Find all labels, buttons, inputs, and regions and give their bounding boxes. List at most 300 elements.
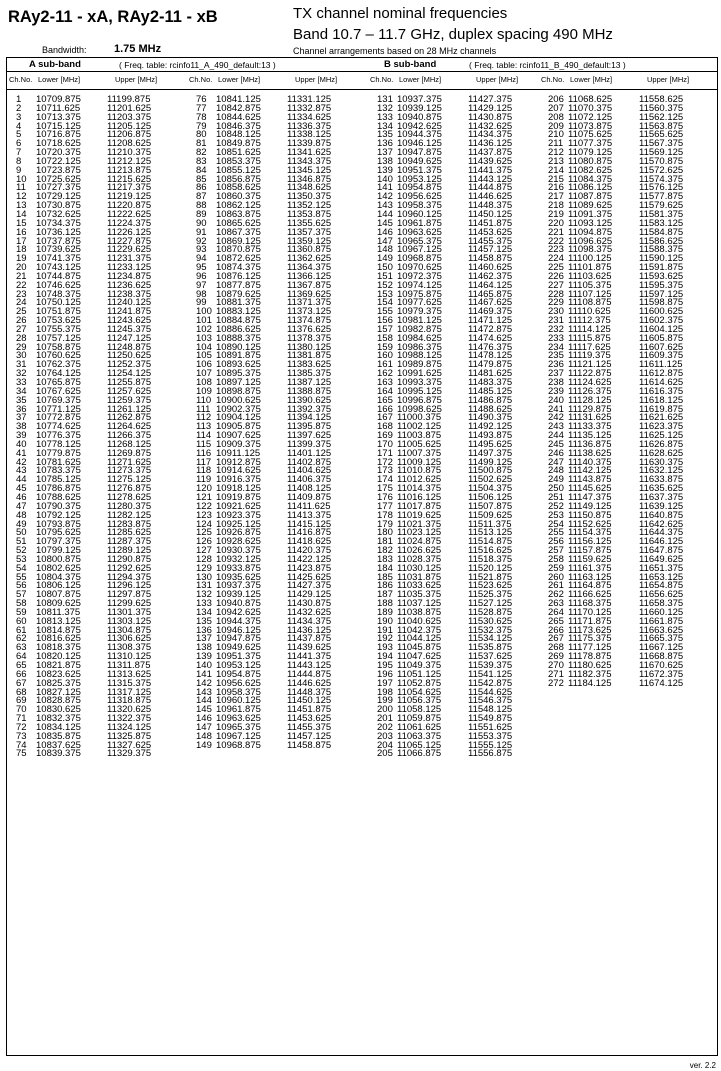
lower-frequency: 10863.875	[216, 208, 261, 220]
upper-frequency: 11240.125	[107, 297, 152, 309]
channel-number: 133	[377, 111, 393, 123]
lower-frequency: 10921.625	[216, 500, 261, 512]
channel-number: 105	[196, 350, 212, 362]
upper-frequency: 11294.375	[107, 571, 152, 583]
channel-number: 271	[548, 668, 564, 680]
upper-frequency: 11492.125	[468, 421, 513, 433]
channel-number: 102	[196, 323, 212, 335]
upper-frequency: 11352.125	[287, 200, 332, 212]
upper-frequency: 11485.125	[468, 385, 513, 397]
upper-frequency: 11670.625	[639, 660, 684, 671]
upper-frequency: 11591.875	[639, 262, 684, 274]
lower-frequency: 11016.125	[397, 491, 442, 503]
upper-frequency: 11450.125	[468, 208, 513, 220]
upper-frequency: 11322.375	[107, 713, 152, 725]
upper-frequency: 11303.125	[107, 615, 152, 627]
upper-frequency: 11353.875	[287, 208, 332, 220]
lower-frequency: 10904.125	[216, 412, 261, 424]
lower-frequency: 10877.875	[216, 279, 261, 291]
channel-number: 219	[548, 208, 564, 220]
lower-frequency: 10986.375	[397, 341, 442, 353]
upper-frequency: 11247.125	[107, 332, 152, 344]
upper-frequency: 11348.625	[287, 182, 332, 194]
lower-frequency: 10960.125	[397, 208, 442, 220]
channel-number: 254	[548, 518, 564, 530]
upper-frequency: 11394.125	[287, 412, 332, 424]
channel-number: 9	[16, 164, 22, 176]
column-header-lower: Lower [MHz]	[570, 75, 613, 84]
upper-frequency: 11374.875	[287, 315, 332, 327]
lower-frequency: 11080.875	[568, 155, 613, 167]
channel-number: 23	[16, 288, 27, 300]
upper-frequency: 11430.875	[468, 111, 513, 123]
channel-number: 222	[548, 235, 564, 247]
lower-frequency: 10946.125	[216, 624, 261, 636]
lower-frequency: 11047.625	[397, 651, 442, 663]
upper-frequency: 11252.375	[107, 359, 152, 371]
channel-number: 195	[377, 660, 393, 671]
channel-number: 231	[548, 315, 564, 327]
channel-number: 106	[196, 359, 212, 371]
lower-frequency: 10972.375	[397, 270, 442, 282]
lower-frequency: 11049.375	[397, 660, 442, 671]
lower-frequency: 11100.125	[568, 253, 612, 265]
upper-frequency: 11278.625	[107, 491, 152, 503]
channel-number: 82	[196, 147, 207, 159]
lower-frequency: 10912.875	[216, 456, 261, 468]
channel-number: 48	[16, 509, 27, 521]
channel-number: 88	[196, 200, 207, 212]
channel-number: 35	[16, 394, 27, 406]
upper-frequency: 11471.125	[468, 315, 513, 327]
upper-frequency: 11446.625	[287, 677, 332, 689]
lower-frequency: 11117.625	[568, 341, 611, 353]
channel-number: 207	[548, 102, 564, 114]
upper-frequency: 11325.875	[107, 730, 152, 742]
lower-frequency: 10839.375	[36, 748, 81, 760]
channel-number: 39	[16, 430, 27, 442]
upper-frequency: 11254.125	[107, 368, 152, 380]
upper-frequency: 11646.125	[639, 536, 684, 548]
subband-a-freq-table: ( Freq. table: rcinfo11_A_490_default:13 )	[119, 60, 276, 70]
lower-frequency: 10869.125	[216, 235, 261, 247]
upper-frequency: 11243.625	[107, 315, 152, 327]
upper-frequency: 11604.125	[639, 323, 684, 335]
channel-number: 91	[196, 226, 207, 238]
lower-frequency: 11070.375	[568, 102, 613, 114]
channel-number: 132	[196, 589, 212, 601]
upper-frequency: 11320.625	[107, 704, 152, 716]
lower-frequency: 11021.375	[397, 518, 442, 530]
channel-number: 76	[196, 94, 207, 105]
channel-number: 138	[196, 642, 212, 654]
upper-frequency: 11315.375	[107, 677, 152, 689]
channel-number: 25	[16, 306, 27, 318]
channel-number: 45	[16, 483, 27, 495]
lower-frequency: 10757.125	[36, 332, 81, 344]
upper-frequency: 11465.875	[468, 288, 513, 300]
channel-number: 27	[16, 323, 27, 335]
lower-frequency: 10811.375	[36, 606, 81, 618]
lower-frequency: 10937.375	[397, 94, 442, 105]
channel-number: 221	[548, 226, 564, 238]
upper-frequency: 11630.375	[639, 456, 684, 468]
lower-frequency: 10736.125	[36, 226, 81, 238]
lower-frequency: 10716.875	[36, 129, 81, 141]
channel-number: 217	[548, 191, 564, 203]
channel-number: 14	[16, 208, 27, 220]
lower-frequency: 11126.375	[568, 385, 612, 397]
channel-number: 115	[196, 438, 212, 450]
channel-number: 52	[16, 545, 27, 557]
lower-frequency: 10898.875	[216, 385, 261, 397]
lower-frequency: 11128.125	[568, 394, 612, 406]
channel-number: 244	[548, 430, 564, 442]
upper-frequency: 11651.375	[639, 562, 684, 574]
upper-frequency: 11590.125	[639, 253, 684, 265]
upper-frequency: 11516.625	[468, 545, 513, 557]
lower-frequency: 10860.375	[216, 191, 261, 203]
upper-frequency: 11504.375	[468, 483, 513, 495]
upper-frequency: 11455.375	[468, 235, 513, 247]
channel-number: 55	[16, 571, 27, 583]
upper-frequency: 11306.625	[107, 633, 152, 645]
upper-frequency: 11576.125	[639, 182, 684, 194]
channel-number: 26	[16, 315, 27, 327]
upper-frequency: 11507.875	[468, 500, 513, 512]
lower-frequency: 10956.625	[397, 191, 442, 203]
channel-number: 213	[548, 155, 564, 167]
lower-frequency: 10848.125	[216, 129, 261, 141]
channel-number: 172	[377, 456, 393, 468]
lower-frequency: 10855.125	[216, 164, 261, 176]
channel-number: 121	[196, 491, 212, 503]
upper-frequency: 11201.625	[107, 102, 152, 114]
channel-number: 256	[548, 536, 564, 548]
channel-number: 148	[377, 244, 393, 256]
lower-frequency: 10851.625	[216, 147, 261, 159]
upper-frequency: 11399.375	[287, 438, 332, 450]
channel-number: 199	[377, 695, 393, 707]
channel-number: 209	[548, 120, 564, 132]
lower-frequency: 11075.625	[568, 129, 613, 141]
upper-frequency: 11551.625	[468, 721, 513, 733]
upper-frequency: 11546.375	[468, 695, 513, 707]
upper-frequency: 11287.375	[107, 536, 152, 548]
lower-frequency: 10723.875	[36, 164, 81, 176]
column-header-no: Ch.No.	[370, 75, 394, 84]
channel-number: 159	[377, 341, 393, 353]
upper-frequency: 11409.875	[287, 491, 332, 503]
lower-frequency: 11142.125	[568, 465, 612, 477]
upper-frequency: 11479.875	[468, 359, 513, 371]
lower-frequency: 10949.625	[216, 642, 261, 654]
upper-frequency: 11415.125	[287, 518, 332, 530]
upper-frequency: 11453.625	[468, 226, 513, 238]
upper-frequency: 11563.875	[639, 120, 684, 132]
channel-number: 152	[377, 279, 393, 291]
channel-number: 113	[196, 421, 212, 433]
channel-number: 238	[548, 377, 564, 388]
lower-frequency: 11072.125	[568, 111, 613, 123]
upper-frequency: 11588.375	[639, 244, 684, 256]
upper-frequency: 11668.875	[639, 651, 684, 663]
channel-number: 229	[548, 297, 564, 309]
upper-frequency: 11462.375	[468, 270, 513, 282]
channel-number: 21	[16, 270, 27, 282]
channel-column	[370, 96, 532, 759]
lower-frequency: 10968.875	[397, 253, 442, 265]
column-header-upper: Upper [MHz]	[647, 75, 690, 84]
upper-frequency: 11598.875	[639, 297, 684, 309]
channel-number: 114	[196, 430, 212, 442]
lower-frequency: 11077.375	[568, 138, 613, 150]
upper-frequency: 11355.625	[287, 217, 332, 229]
lower-frequency: 10870.875	[216, 244, 261, 256]
lower-frequency: 11040.625	[397, 615, 442, 627]
channel-number: 182	[377, 545, 393, 557]
lower-frequency: 11108.875	[568, 297, 612, 309]
lower-frequency: 11007.375	[397, 447, 442, 459]
upper-frequency: 11443.125	[287, 660, 332, 671]
lower-frequency: 10841.125	[216, 94, 261, 105]
channel-number: 117	[196, 456, 212, 468]
upper-frequency: 11313.625	[107, 668, 152, 680]
channel-number: 141	[377, 182, 393, 194]
upper-frequency: 11364.375	[287, 262, 332, 274]
lower-frequency: 10764.125	[36, 368, 81, 380]
channel-number: 246	[548, 447, 564, 459]
upper-frequency: 11229.625	[107, 244, 152, 256]
lower-frequency: 11037.125	[397, 598, 442, 610]
lower-frequency: 10786.875	[36, 483, 81, 495]
lower-frequency: 11068.625	[568, 94, 613, 105]
channel-number: 89	[196, 208, 207, 220]
lower-frequency: 11059.875	[397, 713, 442, 725]
channel-number: 218	[548, 200, 564, 212]
channel-number: 74	[16, 739, 27, 751]
lower-frequency: 10890.125	[216, 341, 261, 353]
channel-number: 181	[377, 536, 393, 548]
upper-frequency: 11238.375	[107, 288, 152, 300]
channel-number: 42	[16, 456, 27, 468]
channel-number: 140	[196, 660, 212, 671]
lower-frequency: 10781.625	[36, 456, 81, 468]
channel-number: 248	[548, 465, 564, 477]
upper-frequency: 11448.375	[287, 686, 332, 698]
lower-frequency: 11091.375	[568, 208, 613, 220]
lower-frequency: 10951.375	[397, 164, 442, 176]
lower-frequency: 10821.875	[36, 660, 81, 671]
upper-frequency: 11493.875	[468, 430, 513, 442]
lower-frequency: 11065.125	[397, 739, 442, 751]
upper-frequency: 11432.625	[287, 606, 332, 618]
channel-number: 143	[377, 200, 393, 212]
upper-frequency: 11439.625	[468, 155, 513, 167]
bandwidth-value: 1.75 MHz	[114, 43, 162, 55]
lower-frequency: 11168.375	[568, 598, 612, 610]
upper-frequency: 11210.375	[107, 147, 152, 159]
upper-frequency: 11385.375	[287, 368, 332, 380]
channel-number: 75	[16, 748, 27, 760]
upper-frequency: 11227.875	[107, 235, 152, 247]
upper-frequency: 11395.875	[287, 421, 332, 433]
channel-number: 169	[377, 430, 393, 442]
lower-frequency: 11114.125	[568, 323, 611, 335]
lower-frequency: 10928.625	[216, 536, 261, 548]
lower-frequency: 11061.625	[397, 721, 442, 733]
channel-number: 180	[377, 527, 393, 539]
channel-number: 161	[377, 359, 393, 371]
channel-number: 22	[16, 279, 27, 291]
upper-frequency: 11362.625	[287, 253, 332, 265]
upper-frequency: 11581.375	[639, 208, 684, 220]
upper-frequency: 11341.625	[287, 147, 332, 159]
lower-frequency: 10818.375	[36, 642, 81, 654]
channel-number: 15	[16, 217, 27, 229]
lower-frequency: 10713.375	[36, 111, 81, 123]
lower-frequency: 10788.625	[36, 491, 81, 503]
channel-number: 130	[196, 571, 212, 583]
upper-frequency: 11297.875	[107, 589, 152, 601]
channel-number: 56	[16, 580, 27, 592]
channel-number: 250	[548, 483, 564, 495]
upper-frequency: 11231.375	[107, 253, 152, 265]
channel-number: 193	[377, 642, 393, 654]
upper-frequency: 11633.875	[639, 474, 684, 486]
lower-frequency: 10856.875	[216, 173, 261, 185]
upper-frequency: 11292.625	[107, 562, 152, 574]
lower-frequency: 10720.375	[36, 147, 81, 159]
lower-frequency: 11133.375	[568, 421, 612, 433]
lower-frequency: 10995.125	[397, 385, 442, 397]
upper-frequency: 11343.375	[287, 155, 332, 167]
upper-frequency: 11444.875	[468, 182, 513, 194]
channel-number: 4	[16, 120, 22, 132]
upper-frequency: 11639.125	[639, 500, 684, 512]
lower-frequency: 11182.375	[568, 668, 612, 680]
channel-number: 146	[377, 226, 393, 238]
upper-frequency: 11203.375	[107, 111, 152, 123]
table-row	[189, 739, 351, 751]
lower-frequency: 11163.125	[568, 571, 612, 583]
lower-frequency: 10977.625	[397, 297, 442, 309]
lower-frequency: 10895.375	[216, 368, 261, 380]
channel-number: 205	[377, 748, 393, 760]
upper-frequency: 11511.375	[468, 518, 512, 530]
heading-line-3: Channel arrangements based on 28 MHz channels	[293, 46, 497, 56]
lower-frequency: 10835.875	[36, 730, 81, 742]
lower-frequency: 11115.875	[568, 332, 611, 344]
channel-number: 237	[548, 368, 564, 380]
lower-frequency: 10751.875	[36, 306, 81, 318]
lower-frequency: 11019.625	[397, 509, 442, 521]
lower-frequency: 11107.125	[568, 288, 612, 300]
channel-number: 32	[16, 368, 27, 380]
lower-frequency: 11086.125	[568, 182, 613, 194]
upper-frequency: 11332.875	[287, 102, 332, 114]
upper-frequency: 11458.875	[287, 739, 332, 751]
upper-frequency: 11458.875	[468, 253, 513, 265]
upper-frequency: 11290.875	[107, 553, 152, 565]
upper-frequency: 11469.375	[468, 306, 513, 318]
upper-frequency: 11665.375	[639, 633, 684, 645]
upper-frequency: 11233.125	[107, 262, 152, 274]
channel-number: 173	[377, 465, 393, 477]
lower-frequency: 11010.875	[397, 465, 442, 477]
channel-number: 165	[377, 394, 393, 406]
lower-frequency: 11178.875	[568, 651, 612, 663]
upper-frequency: 11597.125	[639, 288, 684, 300]
upper-frequency: 11455.375	[287, 721, 332, 733]
lower-frequency: 10858.625	[216, 182, 261, 194]
upper-frequency: 11224.375	[107, 217, 152, 229]
lower-frequency: 10879.625	[216, 288, 261, 300]
upper-frequency: 11642.625	[639, 518, 684, 530]
upper-frequency: 11226.125	[107, 226, 152, 238]
channel-number: 34	[16, 385, 27, 397]
upper-frequency: 11331.125	[287, 94, 332, 105]
upper-frequency: 11418.625	[287, 536, 332, 548]
lower-frequency: 11152.625	[568, 518, 612, 530]
lower-frequency: 10771.125	[36, 403, 81, 415]
channel-number: 203	[377, 730, 393, 742]
channel-number: 155	[377, 306, 393, 318]
channel-number: 44	[16, 474, 27, 486]
upper-frequency: 11544.625	[468, 686, 513, 698]
upper-frequency: 11644.375	[639, 527, 684, 539]
lower-frequency: 11103.625	[568, 270, 612, 282]
upper-frequency: 11219.125	[107, 191, 152, 203]
channel-number: 5	[16, 129, 22, 141]
lower-frequency: 11089.625	[568, 200, 613, 212]
lower-frequency: 10783.375	[36, 465, 81, 477]
lower-frequency: 10862.125	[216, 200, 261, 212]
upper-frequency: 11434.375	[287, 615, 332, 627]
lower-frequency: 10967.125	[216, 730, 261, 742]
lower-frequency: 11170.125	[568, 606, 612, 618]
channel-number: 142	[196, 677, 212, 689]
lower-frequency: 10755.375	[36, 323, 81, 335]
upper-frequency: 11488.625	[468, 403, 513, 415]
channel-number: 240	[548, 394, 564, 406]
upper-frequency: 11476.375	[468, 341, 513, 353]
upper-frequency: 11378.375	[287, 332, 332, 344]
channel-number: 36	[16, 403, 27, 415]
upper-frequency: 11602.375	[639, 315, 684, 327]
channel-number: 119	[196, 474, 212, 486]
upper-frequency: 11275.125	[107, 474, 152, 486]
channel-number: 210	[548, 129, 564, 141]
lower-frequency: 11166.625	[568, 589, 612, 601]
upper-frequency: 11367.875	[287, 279, 332, 291]
lower-frequency: 10800.875	[36, 553, 81, 565]
channel-number: 196	[377, 668, 393, 680]
channel-number: 178	[377, 509, 393, 521]
channel-number: 189	[377, 606, 393, 618]
channel-number: 224	[548, 253, 564, 265]
upper-frequency: 11436.125	[287, 624, 332, 636]
channel-number: 272	[548, 677, 564, 689]
lower-frequency: 11161.375	[568, 562, 612, 574]
lower-frequency: 10923.375	[216, 509, 261, 521]
channel-number: 118	[196, 465, 212, 477]
upper-frequency: 11481.625	[468, 368, 513, 380]
channel-number: 184	[377, 562, 393, 574]
column-header-lower: Lower [MHz]	[399, 75, 442, 84]
upper-frequency: 11271.625	[107, 456, 152, 468]
lower-frequency: 10918.125	[216, 483, 261, 495]
